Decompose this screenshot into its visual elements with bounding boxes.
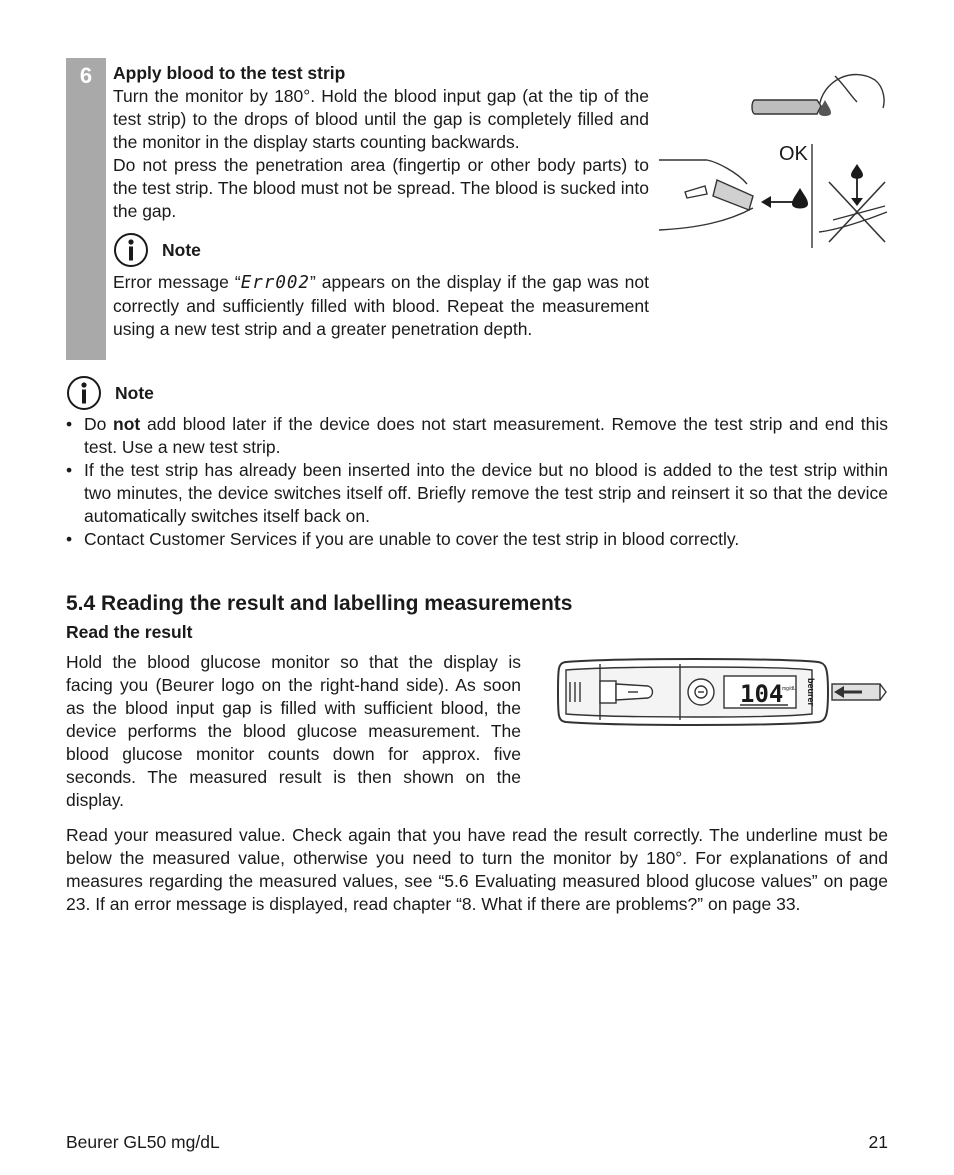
step-number: 6 [79, 63, 93, 88]
display-unit: mg/dL [782, 686, 796, 692]
list-item: • If the test strip has already been inserted into the device but no blood is added to the test strip within two minutes, the device switches itself off. Briefly remove the test strip and reinsert it so that the device automatically switches itself back on. [66, 459, 888, 528]
step-note-label: Note [162, 239, 201, 260]
page-number: 21 [868, 1132, 888, 1152]
section-paragraph-2: Read your measured value. Check again that you have read the result correctly. The underline must be below the measured value, otherwise you need to turn the monitor by 180°. For explanations of and measures regarding the measured values, see “5.6 Evaluating measured blood glucose values” on page 23. If an error message is displayed, read chapter “8. What if there are problems?” on page 33. [66, 825, 888, 914]
step-title: Apply blood to the test strip [113, 63, 346, 83]
section-paragraph-1: Hold the blood glucose monitor so that the display is facing you (Beurer logo on the right-hand side). As soon as the blood input gap is filled with sufficient blood, the device performs the blood glucose measurement. The blood glucose monitor counts down for approx. five seconds. The measured result is then shown on the display. [66, 652, 521, 810]
step-note-header [113, 231, 649, 269]
step-content [113, 61, 649, 341]
subheading: Read the result [66, 622, 193, 642]
list-item: • Contact Customer Services if you are unable to cover the test strip in blood correctly. [66, 528, 888, 551]
display-value: 104 [740, 680, 784, 708]
brand-logo: beurer [806, 678, 816, 707]
info-icon [113, 232, 149, 268]
step-paragraph-1: Turn the monitor by 180°. Hold the blood input gap (at the tip of the test strip) to the drops of blood until the gap is completely filled and the monitor in the display starts counting backwards. [113, 86, 649, 152]
note-header [66, 374, 888, 412]
blood-application-illustration [657, 62, 889, 252]
footer-product: Beurer GL50 mg/dL [66, 1132, 220, 1152]
step-note-text: Error message “Err002” appears on the display if the gap was not correctly and sufficiently filled with blood. Repeat the measurement using a new test strip and a greater penetration depth. [113, 272, 649, 339]
section-reading-result [66, 590, 888, 916]
step-marker [66, 58, 106, 360]
glucose-meter-illustration [556, 654, 888, 730]
list-item: • Do not add blood later if the device does not start measurement. Remove the test strip and end this test. Use a new test strip. [66, 413, 888, 459]
error-code: Err002 [240, 273, 310, 293]
ok-label: OK [779, 143, 808, 165]
note-bullet-list [66, 413, 888, 551]
step-paragraph-2: Do not press the penetration area (fingertip or other body parts) to the test strip. The blood must not be spread. The blood is sucked into the gap. [113, 155, 649, 221]
note-label: Note [115, 382, 154, 403]
note-box [66, 374, 888, 551]
section-title: 5.4 Reading the result and labelling measurements [66, 592, 573, 615]
info-icon [66, 375, 102, 411]
